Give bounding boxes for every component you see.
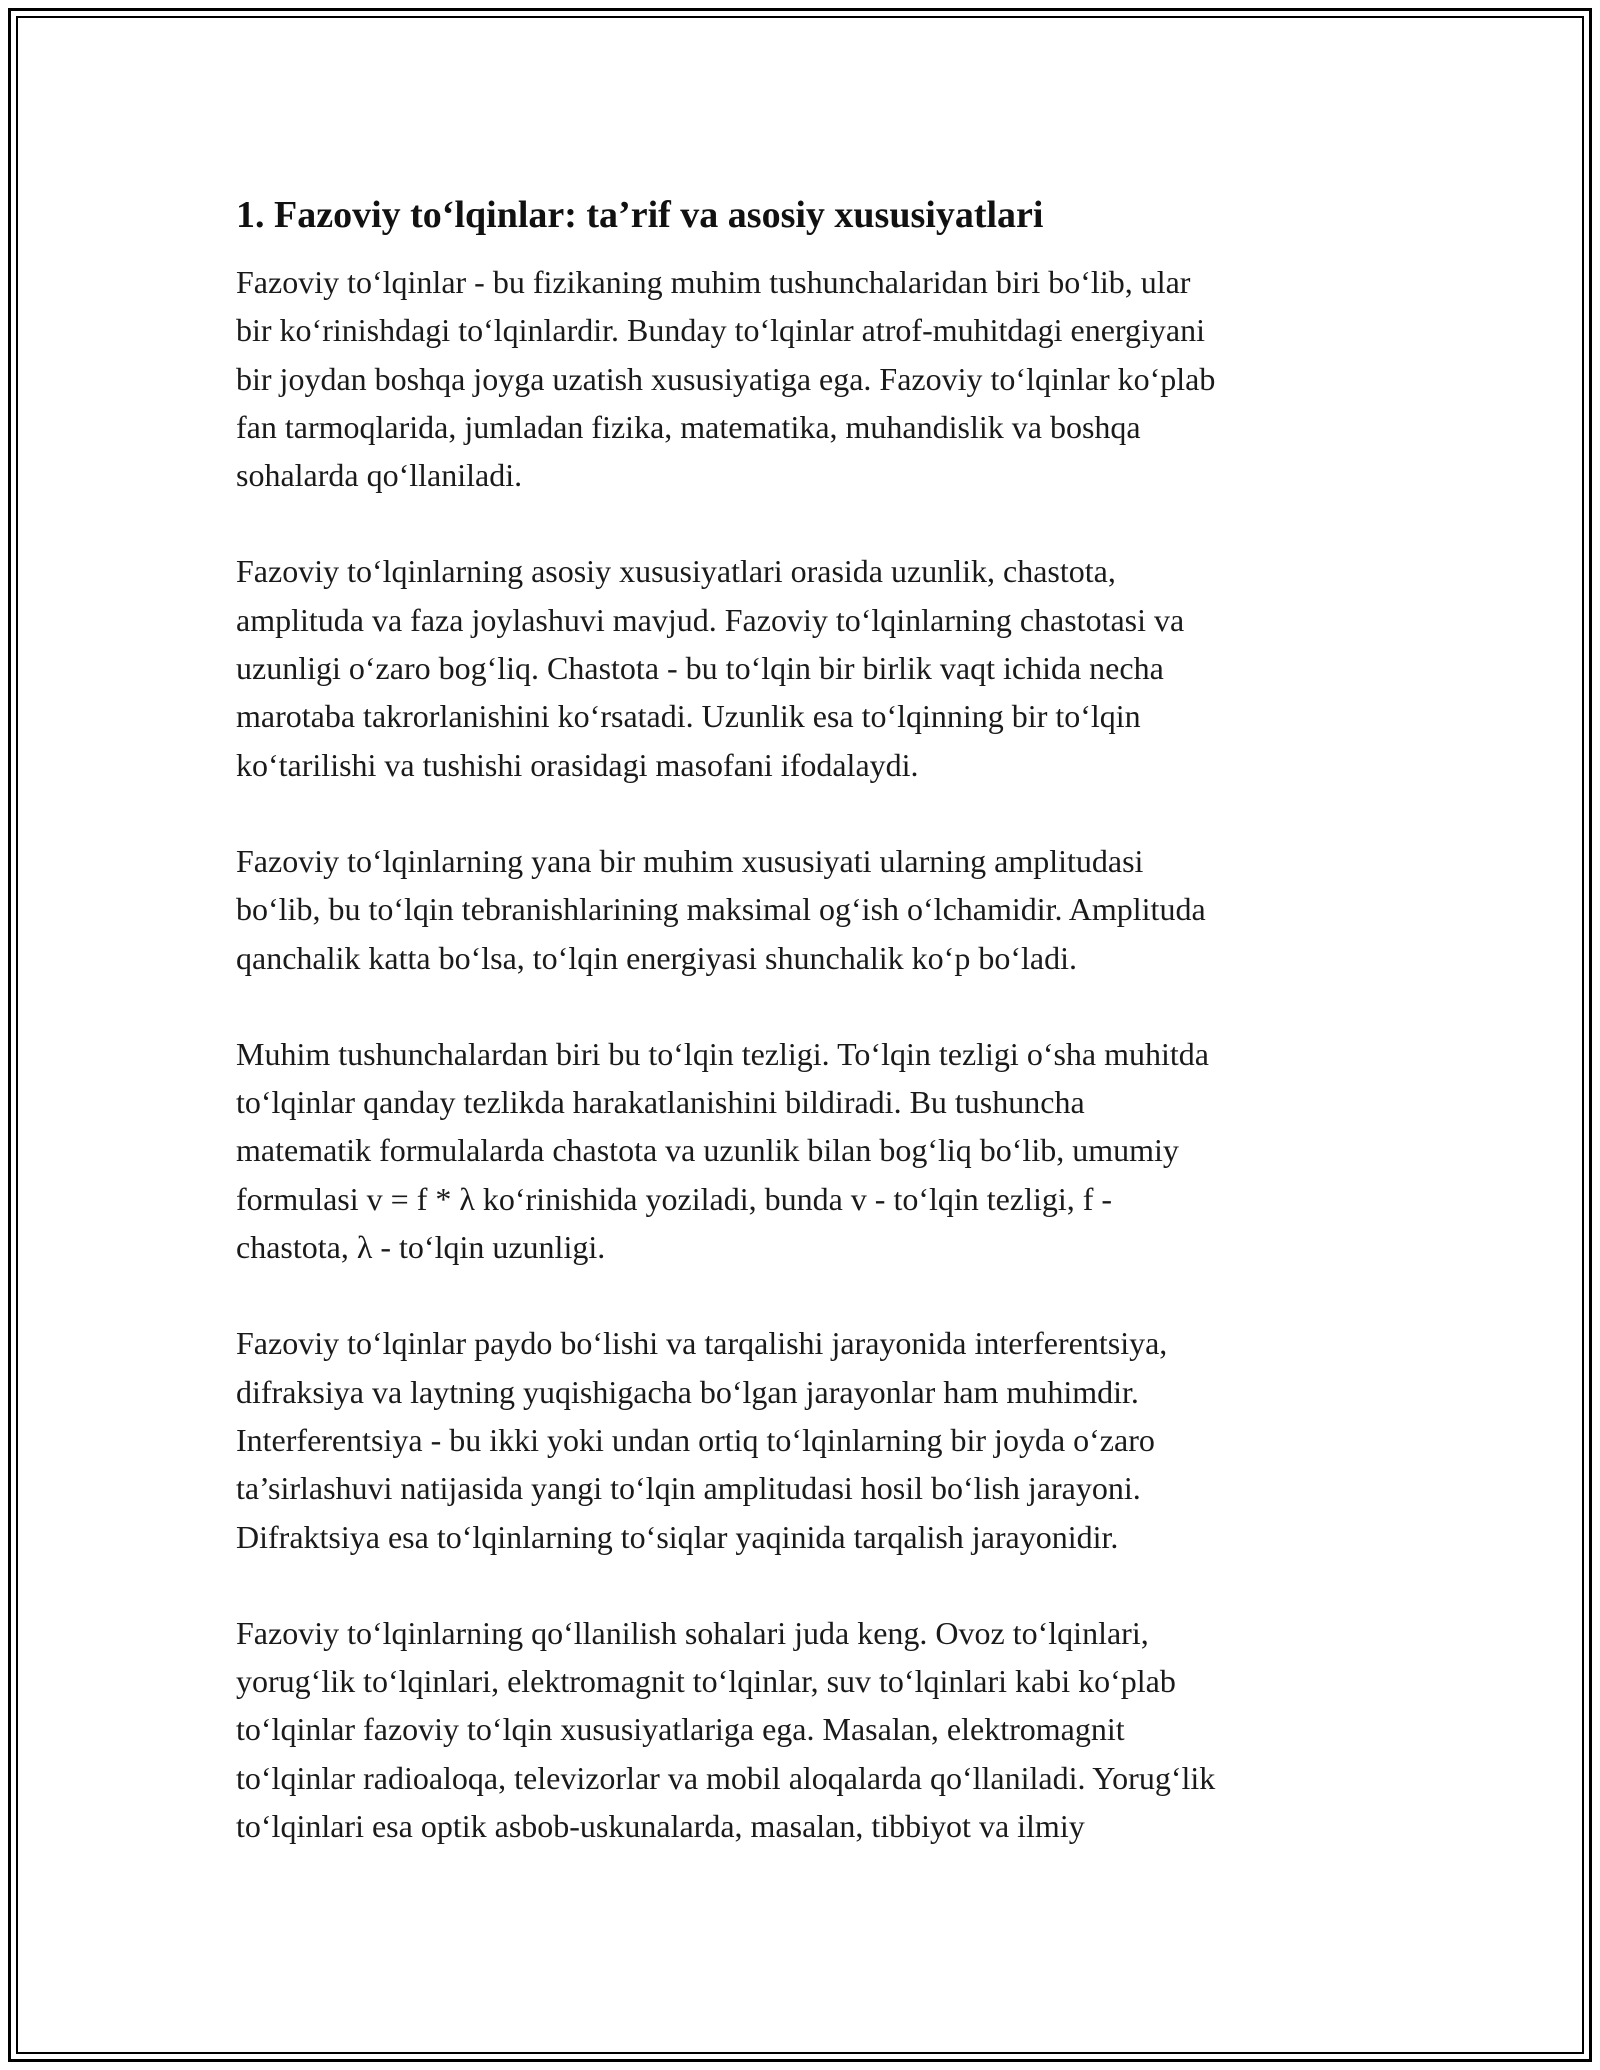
paragraph-4: Muhim tushunchalardan biri bu to‘lqin tezligi. To‘lqin tezligi o‘sha muhitda to‘lqinlar qanday tezlikda harakatlanishini bildiradi. Bu tushuncha matematik formulalarda chastota va uzunlik bilan bog‘liq bo‘lib, umumiy formulasi v = f * λ ko‘rinishida yoziladi, bunda v - to‘lqin tezligi, f - chastota, λ - to‘lqin uzunligi. — [236, 1035, 1209, 1266]
document-body — [236, 190, 1386, 1898]
paragraph-1: Fazoviy to‘lqinlar - bu fizikaning muhim tushunchalaridan biri bo‘lib, ular bir ko‘rinishdagi to‘lqinlardir. Bunday to‘lqinlar atrof-muhitdagi energiyani bir joydan boshqa joyga uzatish xususiyatiga ega. Fazoviy to‘lqinlar ko‘plab fan tarmoqlarida, jumladan fizika, matematika, muhandislik va boshqa sohalarda qo‘llaniladi. — [236, 264, 1216, 494]
section-heading: 1. Fazoviy to‘lqinlar: ta’rif va asosiy xususiyatlari — [236, 194, 1044, 236]
paragraph-3: Fazoviy to‘lqinlarning yana bir muhim xususiyati ularning amplitudasi bo‘lib, bu to‘lqin tebranishlarining maksimal og‘ish o‘lchamidir. Amplituda qanchalik katta bo‘lsa, to‘lqin energiyasi shunchalik ko‘p bo‘ladi. — [236, 842, 1206, 976]
paragraph-6: Fazoviy to‘lqinlarning qo‘llanilish sohalari juda keng. Ovoz to‘lqinlari, yorug‘lik to‘lqinlari, elektromagnit to‘lqinlar, suv to‘lqinlari kabi ko‘plab to‘lqinlar fazoviy to‘lqin xususiyatlariga ega. Masalan, elektromagnit to‘lqinlar radioaloqa, televizorlar va mobil aloqalarda qo‘llaniladi. Yorug‘lik to‘lqinlari esa optik asbob-uskunalarda, masalan, tibbiyot va ilmiy — [236, 1614, 1216, 1845]
paragraph-2: Fazoviy to‘lqinlarning asosiy xususiyatlari orasida uzunlik, chastota, amplituda va faza joylashuvi mavjud. Fazoviy to‘lqinlarning chastotasi va uzunligi o‘zaro bog‘liq. Chastota - bu to‘lqin bir birlik vaqt ichida necha marotaba takrorlanishini ko‘rsatadi. Uzunlik esa to‘lqinning bir to‘lqin ko‘tarilishi va tushishi orasidagi masofani ifodalaydi. — [236, 553, 1185, 783]
paragraph-5: Fazoviy to‘lqinlar paydo bo‘lishi va tarqalishi jarayonida interferentsiya, difraksiya va laytning yuqishigacha bo‘lgan jarayonlar ham muhimdir. Interferentsiya - bu ikki yoki undan ortiq to‘lqinlarning bir joyda o‘zaro ta’sirlashuvi natijasida yangi to‘lqin amplitudasi hosil bo‘lish jarayoni. Difraktsiya esa to‘lqinlarning to‘siqlar yaqinida tarqalish jarayonidir. — [236, 1325, 1168, 1555]
